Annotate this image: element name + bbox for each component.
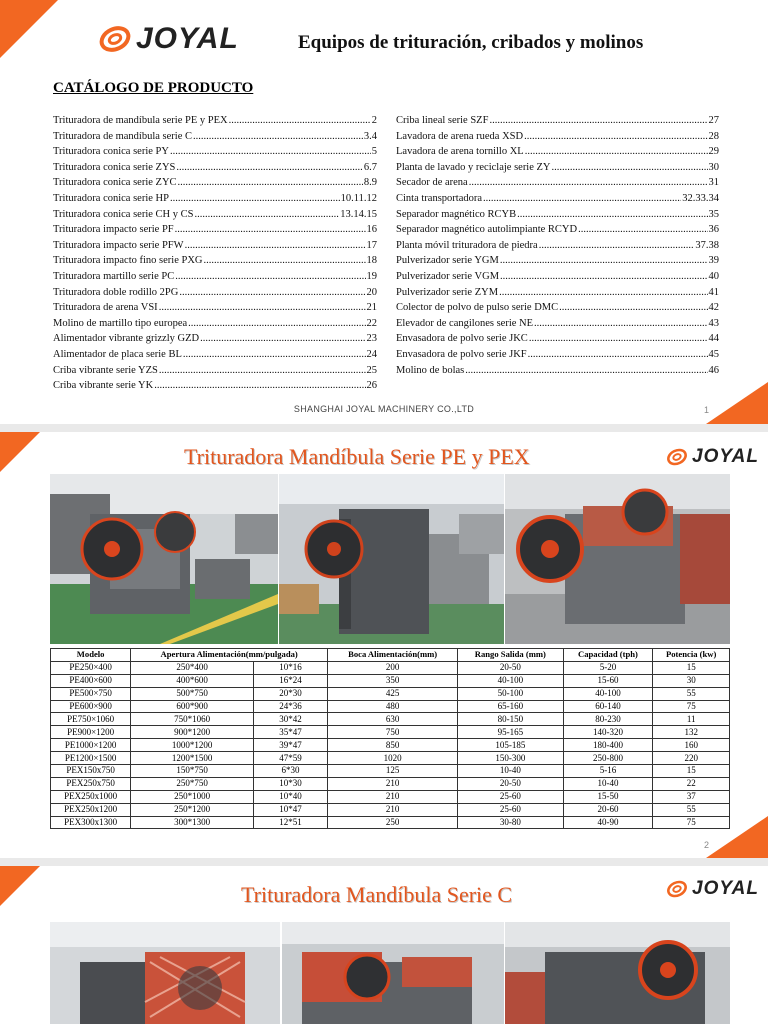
table-cell: 16*24 <box>253 674 327 687</box>
toc-entry-page: 43 <box>708 317 719 329</box>
corner-decoration <box>0 432 40 472</box>
toc-entry-title: Planta móvil trituradora de piedra <box>396 239 538 251</box>
table-cell: 105-185 <box>458 739 563 752</box>
table-cell: PE1000×1200 <box>51 739 131 752</box>
table-cell: 1000*1200 <box>131 739 254 752</box>
table-cell: PEX300x1300 <box>51 816 131 829</box>
table-cell: 600*900 <box>131 700 254 713</box>
table-cell: 425 <box>328 687 458 700</box>
toc-entry-title: Pulverizador serie YGM <box>396 255 499 267</box>
logo-wordmark: JOYAL <box>692 878 759 899</box>
toc-leader-dots <box>500 269 707 285</box>
joyal-logo-icon <box>98 26 132 52</box>
catalog-page-3 <box>0 866 768 1024</box>
table-row <box>51 777 730 790</box>
toc-leader-dots <box>154 378 365 394</box>
table-cell: 50-100 <box>458 687 563 700</box>
toc-entry-page: 21 <box>366 302 377 314</box>
table-cell: 40-100 <box>458 674 563 687</box>
table-cell: 20*30 <box>253 687 327 700</box>
table-cell: 55 <box>653 687 730 700</box>
table-row <box>51 726 730 739</box>
table-row <box>51 816 730 829</box>
table-of-contents-right <box>396 113 719 378</box>
table-row <box>51 687 730 700</box>
table-cell: 39*47 <box>253 739 327 752</box>
toc-entry-page: 16 <box>366 224 377 236</box>
toc-entry-title: Cinta transportadora <box>396 192 483 204</box>
toc-entry <box>396 113 719 129</box>
toc-entry-title: Trituradora impacto fino serie PXG <box>53 255 203 267</box>
toc-entry-title: Criba lineal serie SZF <box>396 115 489 126</box>
c-series-crusher-photo <box>50 922 280 1024</box>
table-cell: 60-140 <box>563 700 653 713</box>
toc-entry <box>396 363 719 379</box>
table-header-row <box>51 649 730 662</box>
toc-entry-page: 23 <box>366 333 377 345</box>
table-cell: 250*750 <box>131 777 254 790</box>
toc-entry <box>53 347 377 363</box>
table-row <box>51 713 730 726</box>
toc-entry-title: Secador de arena <box>396 177 468 189</box>
table-row <box>51 739 730 752</box>
table-cell: 400*600 <box>131 674 254 687</box>
section-title: Trituradora Mandíbula Serie C <box>241 882 513 907</box>
table-cell: PEX250x1200 <box>51 803 131 816</box>
table-cell: 15 <box>653 661 730 674</box>
toc-entry <box>53 269 377 285</box>
toc-entry <box>53 144 377 160</box>
toc-entry-page: 10.11.12 <box>340 192 377 204</box>
toc-entry <box>396 222 719 238</box>
catalog-page-1 <box>0 0 768 424</box>
toc-entry-page: 5 <box>371 146 377 158</box>
table-cell: 10*47 <box>253 803 327 816</box>
toc-entry <box>396 238 719 254</box>
table-row <box>51 803 730 816</box>
toc-leader-dots <box>500 253 708 269</box>
table-cell: PEX150x750 <box>51 765 131 778</box>
toc-entry <box>53 253 377 269</box>
toc-leader-dots <box>534 316 707 332</box>
toc-entry-title: Trituradora doble rodillo 2PG <box>53 286 179 298</box>
toc-entry-title: Molino de bolas <box>396 364 465 376</box>
toc-leader-dots <box>175 222 366 238</box>
toc-entry-page: 35 <box>708 208 719 220</box>
toc-leader-dots <box>179 285 365 301</box>
toc-entry-page: 13.14.15 <box>340 208 377 220</box>
toc-entry-page: 20 <box>366 286 377 298</box>
table-cell: 10-40 <box>458 765 563 778</box>
table-cell: PE1200×1500 <box>51 752 131 765</box>
toc-entry-page: 32.33.34 <box>682 192 719 204</box>
table-cell: 37 <box>653 790 730 803</box>
table-cell: 250*1200 <box>131 803 254 816</box>
table-cell: PE250×400 <box>51 661 131 674</box>
table-of-contents-left <box>53 113 377 394</box>
toc-entry <box>396 160 719 176</box>
table-cell: 11 <box>653 713 730 726</box>
table-cell: 75 <box>653 700 730 713</box>
table-cell: 15-60 <box>563 674 653 687</box>
toc-entry-title: Elevador de cangilones serie NE <box>396 317 534 329</box>
toc-entry <box>53 113 377 129</box>
toc-leader-dots <box>194 207 339 223</box>
table-cell: 22 <box>653 777 730 790</box>
table-cell: 180-400 <box>563 739 653 752</box>
table-cell: 630 <box>328 713 458 726</box>
toc-leader-dots <box>178 175 363 191</box>
toc-entry <box>396 191 719 207</box>
toc-entry-title: Lavadora de arena tornillo XL <box>396 146 524 158</box>
toc-entry-title: Trituradora conica serie PY <box>53 146 169 158</box>
table-cell: PE600×900 <box>51 700 131 713</box>
table-cell: 10*16 <box>253 661 327 674</box>
table-cell: 150-300 <box>458 752 563 765</box>
table-cell: 250*1000 <box>131 790 254 803</box>
toc-entry-title: Lavadora de arena rueda XSD <box>396 130 524 142</box>
corner-decoration <box>0 0 58 58</box>
table-cell: 6*30 <box>253 765 327 778</box>
toc-entry <box>53 175 377 191</box>
toc-entry <box>396 129 719 145</box>
table-cell: 10*30 <box>253 777 327 790</box>
table-cell: 65-160 <box>458 700 563 713</box>
toc-entry-page: 28 <box>708 130 719 142</box>
toc-leader-dots <box>559 300 707 316</box>
table-cell: 35*47 <box>253 726 327 739</box>
toc-entry-page: 26 <box>366 380 377 392</box>
toc-entry <box>396 347 719 363</box>
page-number: 2 <box>704 840 710 850</box>
table-cell: 132 <box>653 726 730 739</box>
table-cell: 750*1060 <box>131 713 254 726</box>
toc-entry <box>396 253 719 269</box>
toc-entry-page: 45 <box>708 348 719 360</box>
table-cell: 55 <box>653 803 730 816</box>
table-cell: 47*59 <box>253 752 327 765</box>
catalog-page-2 <box>0 432 768 858</box>
table-cell: 40-90 <box>563 816 653 829</box>
toc-entry-page: 41 <box>708 286 719 298</box>
table-cell: 20-50 <box>458 661 563 674</box>
product-photo <box>505 474 730 644</box>
table-cell: 1200*1500 <box>131 752 254 765</box>
table-cell: 350 <box>328 674 458 687</box>
column-header-capacity: Capacidad (tph) <box>563 649 653 662</box>
jaw-crusher-photo <box>505 474 730 644</box>
toc-entry <box>53 129 377 145</box>
table-cell: PEX250x1000 <box>51 790 131 803</box>
table-cell: 220 <box>653 752 730 765</box>
joyal-logo <box>666 446 759 468</box>
joyal-logo-icon <box>666 448 688 466</box>
toc-leader-dots <box>552 160 708 176</box>
toc-entry-title: Trituradora conica serie ZYS <box>53 161 176 173</box>
table-cell: 140-320 <box>563 726 653 739</box>
toc-leader-dots <box>528 347 708 363</box>
toc-entry <box>396 207 719 223</box>
table-cell: 75 <box>653 816 730 829</box>
table-row <box>51 790 730 803</box>
corner-decoration <box>706 816 768 858</box>
toc-leader-dots <box>170 191 340 207</box>
toc-entry <box>53 300 377 316</box>
jaw-crusher-photo <box>279 474 504 644</box>
table-row <box>51 765 730 778</box>
toc-entry-title: Trituradora impacto serie PFW <box>53 239 184 251</box>
toc-leader-dots <box>159 363 366 379</box>
toc-entry-page: 24 <box>366 348 377 360</box>
toc-entry-title: Alimentador vibrante grizzly GZD <box>53 333 200 345</box>
toc-entry-title: Planta de lavado y reciclaje serie ZY <box>396 161 551 173</box>
joyal-logo-icon <box>666 880 688 898</box>
toc-entry-page: 25 <box>366 364 377 376</box>
table-cell: 210 <box>328 777 458 790</box>
toc-entry-title: Trituradora de mandíbula serie C <box>53 130 192 142</box>
table-cell: 20-60 <box>563 803 653 816</box>
table-cell: 750 <box>328 726 458 739</box>
toc-entry-page: 3.4 <box>363 130 377 142</box>
toc-entry <box>53 207 377 223</box>
table-cell: 40-100 <box>563 687 653 700</box>
toc-entry-page: 39 <box>708 255 719 267</box>
corner-decoration <box>706 382 768 424</box>
table-cell: 15 <box>653 765 730 778</box>
table-cell: 250 <box>328 816 458 829</box>
toc-entry-page: 29 <box>708 146 719 158</box>
toc-entry-page: 22 <box>366 317 377 329</box>
table-cell: 250*400 <box>131 661 254 674</box>
toc-leader-dots <box>204 253 366 269</box>
toc-entry-page: 8.9 <box>363 177 377 189</box>
table-cell: 5-20 <box>563 661 653 674</box>
toc-entry <box>396 331 719 347</box>
logo-wordmark: JOYAL <box>692 446 759 467</box>
toc-entry <box>53 285 377 301</box>
table-cell: 25-60 <box>458 790 563 803</box>
toc-entry-title: Separador magnético RCYB <box>396 208 517 220</box>
toc-entry-page: 30 <box>708 161 719 173</box>
toc-entry-title: Trituradora de mandíbula serie PE y PEX <box>53 115 228 126</box>
toc-leader-dots <box>159 300 366 316</box>
table-cell: 15-50 <box>563 790 653 803</box>
table-cell: 160 <box>653 739 730 752</box>
toc-entry <box>396 300 719 316</box>
toc-leader-dots <box>200 331 365 347</box>
toc-leader-dots <box>525 144 708 160</box>
toc-entry <box>53 378 377 394</box>
toc-leader-dots <box>188 316 365 332</box>
toc-entry-page: 46 <box>708 364 719 376</box>
toc-leader-dots <box>499 285 707 301</box>
table-cell: 210 <box>328 803 458 816</box>
table-cell: 30-80 <box>458 816 563 829</box>
toc-entry-page: 42 <box>708 302 719 314</box>
table-cell: 5-16 <box>563 765 653 778</box>
toc-leader-dots <box>489 113 707 129</box>
toc-entry-page: 37.38 <box>695 239 719 251</box>
toc-entry-title: Molino de martillo tipo europea <box>53 317 188 329</box>
column-header-feed-opening: Apertura Alimentación(mm/pulgada) <box>131 649 328 662</box>
toc-entry-page: 18 <box>366 255 377 267</box>
table-cell: 80-230 <box>563 713 653 726</box>
toc-entry <box>53 191 377 207</box>
toc-entry-title: Trituradora conica serie CH y CS <box>53 208 194 220</box>
document-title: Equipos de trituración, cribados y molinos <box>298 32 644 53</box>
table-cell: PE900×1200 <box>51 726 131 739</box>
table-cell: PEX250x750 <box>51 777 131 790</box>
table-cell: 900*1200 <box>131 726 254 739</box>
toc-leader-dots <box>175 269 365 285</box>
catalog-heading: CATÁLOGO DE PRODUCTO <box>53 80 254 96</box>
table-row <box>51 752 730 765</box>
toc-leader-dots <box>176 160 363 176</box>
toc-entry <box>396 144 719 160</box>
column-header-power: Potencia (kw) <box>653 649 730 662</box>
table-cell: 210 <box>328 790 458 803</box>
table-cell: PE500×750 <box>51 687 131 700</box>
toc-entry-title: Trituradora conica serie ZYC <box>53 177 177 189</box>
toc-entry <box>53 331 377 347</box>
column-header-max-feed: Boca Alimentación(mm) <box>328 649 458 662</box>
toc-leader-dots <box>229 113 371 129</box>
toc-entry <box>53 363 377 379</box>
toc-entry-title: Criba vibrante serie YK <box>53 380 154 392</box>
toc-entry <box>53 238 377 254</box>
table-row <box>51 700 730 713</box>
product-photo <box>50 474 278 644</box>
table-cell: 10*40 <box>253 790 327 803</box>
table-cell: 12*51 <box>253 816 327 829</box>
jaw-crusher-photo <box>50 474 278 644</box>
toc-entry-page: 44 <box>708 333 719 345</box>
toc-entry <box>53 316 377 332</box>
toc-leader-dots <box>578 222 707 238</box>
toc-entry <box>396 285 719 301</box>
product-photo <box>282 922 504 1024</box>
toc-leader-dots <box>469 175 708 191</box>
toc-leader-dots <box>465 363 707 379</box>
toc-leader-dots <box>529 331 708 347</box>
product-photo <box>50 922 280 1024</box>
toc-entry-page: 27 <box>708 115 719 126</box>
table-cell: 25-60 <box>458 803 563 816</box>
toc-leader-dots <box>170 144 371 160</box>
toc-entry-title: Trituradora conica serie HP <box>53 192 169 204</box>
toc-leader-dots <box>193 129 363 145</box>
toc-entry-title: Pulverizador serie VGM <box>396 270 500 282</box>
toc-entry-page: 6.7 <box>363 161 377 173</box>
table-row <box>51 661 730 674</box>
toc-entry-title: Separador magnético autolimpiante RCYD <box>396 224 578 236</box>
table-cell: 150*750 <box>131 765 254 778</box>
table-cell: 30*42 <box>253 713 327 726</box>
table-cell: 300*1300 <box>131 816 254 829</box>
product-photo <box>279 474 504 644</box>
toc-entry-title: Colector de polvo de pulso serie DMC <box>396 302 559 314</box>
joyal-logo <box>98 22 239 56</box>
toc-leader-dots <box>183 347 366 363</box>
toc-entry <box>53 222 377 238</box>
toc-entry <box>396 269 719 285</box>
table-cell: 480 <box>328 700 458 713</box>
table-cell: 24*36 <box>253 700 327 713</box>
c-series-crusher-photo <box>505 922 730 1024</box>
toc-leader-dots <box>483 191 681 207</box>
toc-leader-dots <box>185 238 366 254</box>
company-footer: SHANGHAI JOYAL MACHINERY CO.,LTD <box>293 404 475 414</box>
toc-entry-title: Pulverizador serie ZYM <box>396 286 499 298</box>
table-cell: 850 <box>328 739 458 752</box>
toc-leader-dots <box>517 207 707 223</box>
c-series-crusher-photo <box>282 922 504 1024</box>
toc-entry-page: 17 <box>366 239 377 251</box>
toc-entry-page: 36 <box>708 224 719 236</box>
toc-entry-title: Criba vibrante serie YZS <box>53 364 158 376</box>
toc-entry <box>396 316 719 332</box>
toc-entry-title: Trituradora martillo serie PC <box>53 270 175 282</box>
toc-entry-page: 19 <box>366 270 377 282</box>
column-header-model: Modelo <box>51 649 131 662</box>
toc-entry-title: Alimentador de placa serie BL <box>53 348 182 360</box>
toc-entry <box>396 175 719 191</box>
table-cell: 80-150 <box>458 713 563 726</box>
table-cell: 20-50 <box>458 777 563 790</box>
table-cell: 500*750 <box>131 687 254 700</box>
table-cell: 1020 <box>328 752 458 765</box>
table-cell: PE400×600 <box>51 674 131 687</box>
toc-entry-page: 31 <box>708 177 719 189</box>
specifications-table <box>50 648 730 829</box>
table-row <box>51 674 730 687</box>
section-title: Trituradora Mandíbula Serie PE y PEX <box>184 444 530 469</box>
table-cell: PE750×1060 <box>51 713 131 726</box>
table-cell: 200 <box>328 661 458 674</box>
logo-wordmark: JOYAL <box>136 22 239 55</box>
toc-entry-title: Envasadora de polvo serie JKF <box>396 348 527 360</box>
toc-entry <box>53 160 377 176</box>
toc-leader-dots <box>539 238 695 254</box>
product-photo <box>505 922 730 1024</box>
toc-entry-page: 2 <box>371 115 377 126</box>
toc-leader-dots <box>524 129 707 145</box>
toc-entry-title: Envasadora de polvo serie JKC <box>396 333 528 345</box>
page-number: 1 <box>704 405 710 415</box>
table-cell: 30 <box>653 674 730 687</box>
toc-entry-page: 40 <box>708 270 719 282</box>
corner-decoration <box>0 866 40 906</box>
toc-entry-title: Trituradora impacto serie PF <box>53 224 174 236</box>
column-header-output-range: Rango Salida (mm) <box>458 649 563 662</box>
table-cell: 95-165 <box>458 726 563 739</box>
joyal-logo <box>666 878 759 900</box>
table-cell: 125 <box>328 765 458 778</box>
toc-entry-title: Trituradora de arena VSI <box>53 302 158 314</box>
table-cell: 250-800 <box>563 752 653 765</box>
table-cell: 10-40 <box>563 777 653 790</box>
